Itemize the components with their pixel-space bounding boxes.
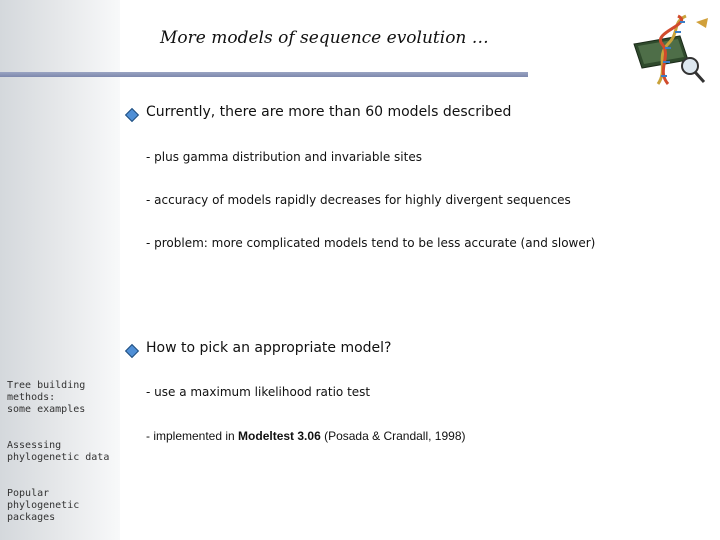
- modeltest-name: Modeltest 3.06: [238, 429, 321, 443]
- sidebar-item-label: some examples: [7, 404, 86, 415]
- sidebar-item-label: phylogenetic data: [7, 452, 110, 463]
- diamond-bullet-icon: [125, 344, 139, 358]
- bullet-pick-model: How to pick an appropriate model?: [146, 340, 392, 356]
- sidebar-item-label: methods:: [7, 392, 56, 403]
- implemented-citation: (Posada & Crandall, 1998): [320, 429, 466, 443]
- sidebar-item-assessing[interactable]: [7, 440, 117, 464]
- sidebar-item-tree-building[interactable]: [7, 380, 117, 416]
- sidebar-item-label: Popular: [7, 488, 50, 499]
- sidebar-item-label: packages: [7, 512, 56, 523]
- sidebar-item-packages[interactable]: [7, 488, 117, 524]
- sidebar-item-label: phylogenetic: [7, 500, 80, 511]
- implemented-prefix: - implemented in: [146, 429, 239, 443]
- slide-title: More models of sequence evolution …: [160, 28, 489, 48]
- sub-gamma: - plus gamma distribution and invariable sites: [146, 150, 422, 164]
- sub-likelihood-test: - use a maximum likelihood ratio test: [146, 385, 371, 399]
- diamond-bullet-icon: [125, 108, 139, 122]
- bullet-models-count: Currently, there are more than 60 models described: [146, 104, 512, 120]
- sidebar-item-label: Assessing: [7, 440, 62, 451]
- sidebar-item-label: Tree building: [7, 380, 86, 391]
- title-underline: [0, 72, 528, 77]
- sub-accuracy: - accuracy of models rapidly decreases for highly divergent sequences: [146, 193, 571, 207]
- sub-problem: - problem: more complicated models tend to be less accurate (and slower): [146, 236, 596, 250]
- dna-helix-magnifier-logo: [628, 14, 712, 86]
- sub-implemented: [146, 429, 466, 443]
